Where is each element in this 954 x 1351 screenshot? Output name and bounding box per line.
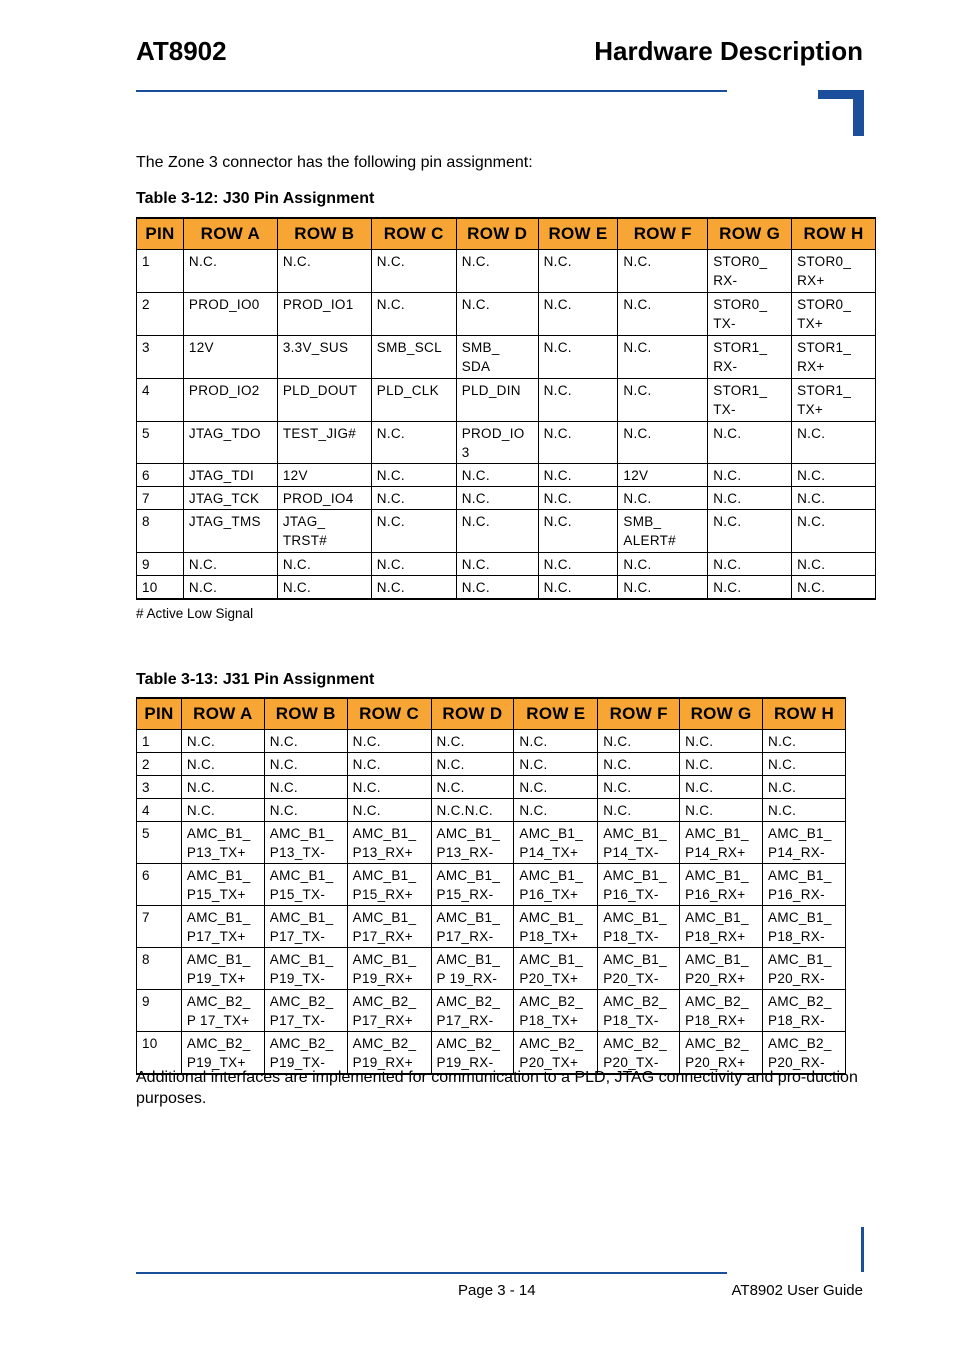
table-cell: 9 bbox=[137, 989, 182, 1031]
table-row bbox=[137, 378, 876, 421]
table-cell: N.C. bbox=[538, 335, 618, 378]
table-cell: AMC_B2_ P20_RX- bbox=[763, 1031, 846, 1074]
table-cell: N.C. bbox=[792, 575, 876, 599]
table-cell: STOR0_ RX- bbox=[708, 249, 792, 292]
table-cell: AMC_B1_ P14_RX+ bbox=[680, 821, 763, 863]
table-cell: N.C. bbox=[371, 249, 456, 292]
table-cell: AMC_B1_ P20_RX+ bbox=[680, 947, 763, 989]
table-cell: 6 bbox=[137, 463, 184, 486]
table-row bbox=[137, 821, 846, 863]
table-cell: AMC_B1_ P20_RX- bbox=[763, 947, 846, 989]
table-row bbox=[137, 989, 846, 1031]
table-cell: N.C. bbox=[371, 509, 456, 552]
table-cell: N.C. bbox=[371, 575, 456, 599]
table-cell: N.C. bbox=[680, 752, 763, 775]
table-cell: AMC_B1_ P14_TX+ bbox=[514, 821, 598, 863]
body-paragraph: Additional interfaces are implemented for communication to a PLD, JTAG connectivity and pro-duction purposes. bbox=[136, 1069, 858, 1107]
table-cell: N.C. bbox=[347, 775, 431, 798]
table-cell: N.C. bbox=[456, 463, 538, 486]
table-cell: PROD_IO2 bbox=[183, 378, 277, 421]
table-cell: JTAG_TMS bbox=[183, 509, 277, 552]
table-cell: N.C.N.C. bbox=[431, 798, 514, 821]
table-cell: AMC_B1_ P15_RX+ bbox=[347, 863, 431, 905]
table-cell: AMC_B1_ P20_TX- bbox=[598, 947, 680, 989]
table-cell: N.C. bbox=[371, 463, 456, 486]
table-cell: 12V bbox=[618, 463, 708, 486]
table-cell: 10 bbox=[137, 1031, 182, 1074]
corner-mark bbox=[818, 90, 864, 136]
column-header: ROW E bbox=[514, 698, 598, 729]
table-row bbox=[137, 509, 876, 552]
table-cell: AMC_B1_ P18_RX+ bbox=[680, 905, 763, 947]
table-cell: AMC_B1_ P13_TX- bbox=[264, 821, 347, 863]
table-cell: N.C. bbox=[514, 798, 598, 821]
table-cell: N.C. bbox=[538, 575, 618, 599]
table-cell: 1 bbox=[137, 249, 184, 292]
table-cell: 2 bbox=[137, 292, 184, 335]
table-cell: 2 bbox=[137, 752, 182, 775]
table-cell: N.C. bbox=[538, 421, 618, 463]
table-cell: N.C. bbox=[538, 509, 618, 552]
table-cell: N.C. bbox=[708, 575, 792, 599]
table-cell: PROD_IO4 bbox=[277, 486, 371, 509]
table-cell: N.C. bbox=[456, 249, 538, 292]
table-cell: 4 bbox=[137, 378, 184, 421]
table-row bbox=[137, 863, 846, 905]
table-cell: AMC_B2_ P19_RX+ bbox=[347, 1031, 431, 1074]
table-cell: N.C. bbox=[618, 486, 708, 509]
table-cell: AMC_B2_ P18_TX+ bbox=[514, 989, 598, 1031]
table-cell: N.C. bbox=[514, 729, 598, 752]
table-cell: AMC_B1_ P15_RX- bbox=[431, 863, 514, 905]
table-cell: AMC_B1_ P19_TX+ bbox=[181, 947, 264, 989]
table-cell: 12V bbox=[277, 463, 371, 486]
table-cell: PLD_DIN bbox=[456, 378, 538, 421]
table-cell: 5 bbox=[137, 421, 184, 463]
table-cell: N.C. bbox=[763, 775, 846, 798]
table-cell: N.C. bbox=[371, 292, 456, 335]
table-cell: N.C. bbox=[183, 575, 277, 599]
table-cell: N.C. bbox=[792, 486, 876, 509]
column-header: ROW B bbox=[264, 698, 347, 729]
table-cell: PLD_CLK bbox=[371, 378, 456, 421]
table-cell: AMC_B2_ P19_TX+ bbox=[181, 1031, 264, 1074]
table-cell: 10 bbox=[137, 575, 184, 599]
table-cell: N.C. bbox=[538, 249, 618, 292]
table-cell: STOR1_ RX- bbox=[708, 335, 792, 378]
table-cell: N.C. bbox=[708, 552, 792, 575]
document-title: AT8902 bbox=[136, 36, 227, 66]
column-header: ROW A bbox=[183, 218, 277, 249]
footnote: # Active Low Signal bbox=[136, 606, 254, 621]
table-cell: N.C. bbox=[538, 463, 618, 486]
footer-corner-mark bbox=[861, 1227, 864, 1272]
table-row bbox=[137, 729, 846, 752]
table-cell: AMC_B2_ P17_TX- bbox=[264, 989, 347, 1031]
table-cell: STOR1_ TX+ bbox=[792, 378, 876, 421]
table-cell: N.C. bbox=[708, 463, 792, 486]
table-cell: AMC_B2_ P17_RX+ bbox=[347, 989, 431, 1031]
table-cell: AMC_B2_ P20_RX+ bbox=[680, 1031, 763, 1074]
table-cell: N.C. bbox=[792, 509, 876, 552]
table-cell: N.C. bbox=[538, 378, 618, 421]
table-cell: STOR0_ TX+ bbox=[792, 292, 876, 335]
table-cell: N.C. bbox=[792, 463, 876, 486]
table-cell: N.C. bbox=[347, 752, 431, 775]
table-cell: N.C. bbox=[181, 775, 264, 798]
table-cell: N.C. bbox=[514, 752, 598, 775]
table-cell: STOR1_ RX+ bbox=[792, 335, 876, 378]
table-cell: AMC_B2_ P19_TX- bbox=[264, 1031, 347, 1074]
table-cell: SMB_SCL bbox=[371, 335, 456, 378]
table-cell: N.C. bbox=[680, 775, 763, 798]
table-row bbox=[137, 775, 846, 798]
table-cell: AMC_B1_ P19_TX- bbox=[264, 947, 347, 989]
table-cell: AMC_B2_ P20_TX+ bbox=[514, 1031, 598, 1074]
table-cell: STOR0_ TX- bbox=[708, 292, 792, 335]
column-header: ROW C bbox=[347, 698, 431, 729]
table-cell: N.C. bbox=[763, 729, 846, 752]
table-cell: N.C. bbox=[456, 552, 538, 575]
table-cell: SMB_ ALERT# bbox=[618, 509, 708, 552]
table-cell: AMC_B1_ P14_RX- bbox=[763, 821, 846, 863]
table-row bbox=[137, 421, 876, 463]
table-cell: AMC_B2_ P19_RX- bbox=[431, 1031, 514, 1074]
table-cell: N.C. bbox=[431, 729, 514, 752]
table-cell: N.C. bbox=[456, 509, 538, 552]
table-cell: 7 bbox=[137, 905, 182, 947]
table-cell: N.C. bbox=[763, 752, 846, 775]
column-header: ROW G bbox=[708, 218, 792, 249]
table-cell: AMC_B1_ P15_TX- bbox=[264, 863, 347, 905]
table-cell: N.C. bbox=[792, 421, 876, 463]
table-cell: AMC_B2_ P20_TX- bbox=[598, 1031, 680, 1074]
table-cell: N.C. bbox=[431, 752, 514, 775]
table-cell: N.C. bbox=[618, 575, 708, 599]
table-cell: N.C. bbox=[708, 509, 792, 552]
table-cell: AMC_B1_ P15_TX+ bbox=[181, 863, 264, 905]
table-cell: N.C. bbox=[277, 552, 371, 575]
column-header: ROW F bbox=[618, 218, 708, 249]
table-row bbox=[137, 292, 876, 335]
table-cell: N.C. bbox=[264, 775, 347, 798]
table-cell: N.C. bbox=[181, 752, 264, 775]
table-cell: 5 bbox=[137, 821, 182, 863]
table-cell: N.C. bbox=[618, 292, 708, 335]
table-cell: PROD_IO1 bbox=[277, 292, 371, 335]
table-cell: AMC_B1_ P16_RX- bbox=[763, 863, 846, 905]
table-cell: AMC_B1_ P19_RX+ bbox=[347, 947, 431, 989]
table-cell: 3 bbox=[137, 775, 182, 798]
table1-caption: Table 3-12: J30 Pin Assignment bbox=[136, 190, 375, 207]
table-cell: N.C. bbox=[538, 552, 618, 575]
table-cell: JTAG_TCK bbox=[183, 486, 277, 509]
table-cell: N.C. bbox=[618, 421, 708, 463]
table-cell: N.C. bbox=[371, 552, 456, 575]
table-cell: N.C. bbox=[538, 292, 618, 335]
table-row bbox=[137, 486, 876, 509]
page-number: Page 3 - 14 bbox=[458, 1282, 536, 1299]
table-row bbox=[137, 752, 846, 775]
table-cell: AMC_B1_ P16_RX+ bbox=[680, 863, 763, 905]
table-cell: AMC_B1_ P14_TX- bbox=[598, 821, 680, 863]
column-header: ROW H bbox=[792, 218, 876, 249]
table-cell: N.C. bbox=[598, 775, 680, 798]
table-cell: N.C. bbox=[347, 729, 431, 752]
table-cell: 8 bbox=[137, 947, 182, 989]
table-row bbox=[137, 947, 846, 989]
column-header: ROW H bbox=[763, 698, 846, 729]
table-cell: AMC_B1_ P20_TX+ bbox=[514, 947, 598, 989]
table-cell: 4 bbox=[137, 798, 182, 821]
table-cell: N.C. bbox=[456, 292, 538, 335]
intro-text: The Zone 3 connector has the following pin assignment: bbox=[136, 154, 533, 171]
table-cell: N.C. bbox=[347, 798, 431, 821]
table-cell: N.C. bbox=[183, 249, 277, 292]
table-cell: AMC_B1_ P17_RX+ bbox=[347, 905, 431, 947]
table-cell: N.C. bbox=[680, 798, 763, 821]
table-cell: JTAG_ TRST# bbox=[277, 509, 371, 552]
table-row bbox=[137, 575, 876, 599]
section-title: Hardware Description bbox=[594, 36, 863, 66]
table-cell: N.C. bbox=[598, 752, 680, 775]
table-cell: AMC_B1_ P16_TX- bbox=[598, 863, 680, 905]
table-cell: N.C. bbox=[264, 798, 347, 821]
column-header: ROW D bbox=[456, 218, 538, 249]
table-cell: N.C. bbox=[371, 486, 456, 509]
column-header: ROW C bbox=[371, 218, 456, 249]
table-cell: AMC_B1_ P17_RX- bbox=[431, 905, 514, 947]
table-cell: N.C. bbox=[277, 575, 371, 599]
table-cell: N.C. bbox=[618, 335, 708, 378]
table-row bbox=[137, 552, 876, 575]
column-header: ROW B bbox=[277, 218, 371, 249]
header-rule bbox=[136, 90, 727, 92]
table-cell: AMC_B1_ P17_TX- bbox=[264, 905, 347, 947]
table-cell: N.C. bbox=[618, 378, 708, 421]
table-cell: N.C. bbox=[598, 798, 680, 821]
table-cell: STOR1_ TX- bbox=[708, 378, 792, 421]
j31-pin-table bbox=[136, 697, 846, 1075]
column-header: ROW D bbox=[431, 698, 514, 729]
table-cell: N.C. bbox=[456, 575, 538, 599]
table-cell: AMC_B2_ P18_RX- bbox=[763, 989, 846, 1031]
table-cell: AMC_B2_ P17_RX- bbox=[431, 989, 514, 1031]
column-header: PIN bbox=[137, 698, 182, 729]
table-cell: N.C. bbox=[763, 798, 846, 821]
table-cell: N.C. bbox=[708, 421, 792, 463]
table-cell: SMB_ SDA bbox=[456, 335, 538, 378]
table-cell: N.C. bbox=[264, 752, 347, 775]
table-cell: N.C. bbox=[431, 775, 514, 798]
table-cell: N.C. bbox=[181, 729, 264, 752]
footer-rule bbox=[136, 1272, 727, 1274]
table-cell: N.C. bbox=[618, 552, 708, 575]
table-cell: N.C. bbox=[371, 421, 456, 463]
table-cell: N.C. bbox=[598, 729, 680, 752]
table-cell: AMC_B1_ P17_TX+ bbox=[181, 905, 264, 947]
table-cell: 3 bbox=[137, 335, 184, 378]
table-cell: N.C. bbox=[277, 249, 371, 292]
table-cell: N.C. bbox=[183, 552, 277, 575]
table-cell: JTAG_TDO bbox=[183, 421, 277, 463]
table-cell: N.C. bbox=[792, 552, 876, 575]
table-cell: 12V bbox=[183, 335, 277, 378]
table-cell: 7 bbox=[137, 486, 184, 509]
table-cell: STOR0_ RX+ bbox=[792, 249, 876, 292]
table-cell: AMC_B1_ P 19_RX- bbox=[431, 947, 514, 989]
table-cell: AMC_B1_ P16_TX+ bbox=[514, 863, 598, 905]
table-row bbox=[137, 463, 876, 486]
table-cell: AMC_B2_ P 17_TX+ bbox=[181, 989, 264, 1031]
table-cell: 8 bbox=[137, 509, 184, 552]
table-cell: 3.3V_SUS bbox=[277, 335, 371, 378]
table-cell: PLD_DOUT bbox=[277, 378, 371, 421]
table-cell: AMC_B1_ P13_TX+ bbox=[181, 821, 264, 863]
table-cell: N.C. bbox=[538, 486, 618, 509]
column-header: ROW E bbox=[538, 218, 618, 249]
table-row bbox=[137, 335, 876, 378]
column-header: ROW A bbox=[181, 698, 264, 729]
table-cell: 6 bbox=[137, 863, 182, 905]
table-cell: AMC_B1_ P13_RX+ bbox=[347, 821, 431, 863]
table-cell: N.C. bbox=[618, 249, 708, 292]
j30-pin-table bbox=[136, 217, 876, 600]
table-row bbox=[137, 798, 846, 821]
table-row bbox=[137, 249, 876, 292]
table2-caption: Table 3-13: J31 Pin Assignment bbox=[136, 671, 375, 688]
table-cell: AMC_B2_ P18_TX- bbox=[598, 989, 680, 1031]
table-cell: N.C. bbox=[680, 729, 763, 752]
table-cell: AMC_B1_ P13_RX- bbox=[431, 821, 514, 863]
table-cell: AMC_B1_ P18_TX+ bbox=[514, 905, 598, 947]
table-cell: PROD_IO0 bbox=[183, 292, 277, 335]
column-header: ROW F bbox=[598, 698, 680, 729]
table-cell: AMC_B1_ P18_RX- bbox=[763, 905, 846, 947]
table-cell: PROD_IO 3 bbox=[456, 421, 538, 463]
table-row bbox=[137, 905, 846, 947]
table-cell: JTAG_TDI bbox=[183, 463, 277, 486]
table-cell: AMC_B1_ P18_TX- bbox=[598, 905, 680, 947]
column-header: PIN bbox=[137, 218, 184, 249]
guide-title: AT8902 User Guide bbox=[731, 1282, 863, 1299]
table-cell: N.C. bbox=[181, 798, 264, 821]
table-cell: TEST_JIG# bbox=[277, 421, 371, 463]
table-cell: N.C. bbox=[456, 486, 538, 509]
table-cell: N.C. bbox=[264, 729, 347, 752]
table-cell: N.C. bbox=[708, 486, 792, 509]
table-cell: AMC_B2_ P18_RX+ bbox=[680, 989, 763, 1031]
table-cell: 9 bbox=[137, 552, 184, 575]
column-header: ROW G bbox=[680, 698, 763, 729]
table-cell: 1 bbox=[137, 729, 182, 752]
table-cell: N.C. bbox=[514, 775, 598, 798]
